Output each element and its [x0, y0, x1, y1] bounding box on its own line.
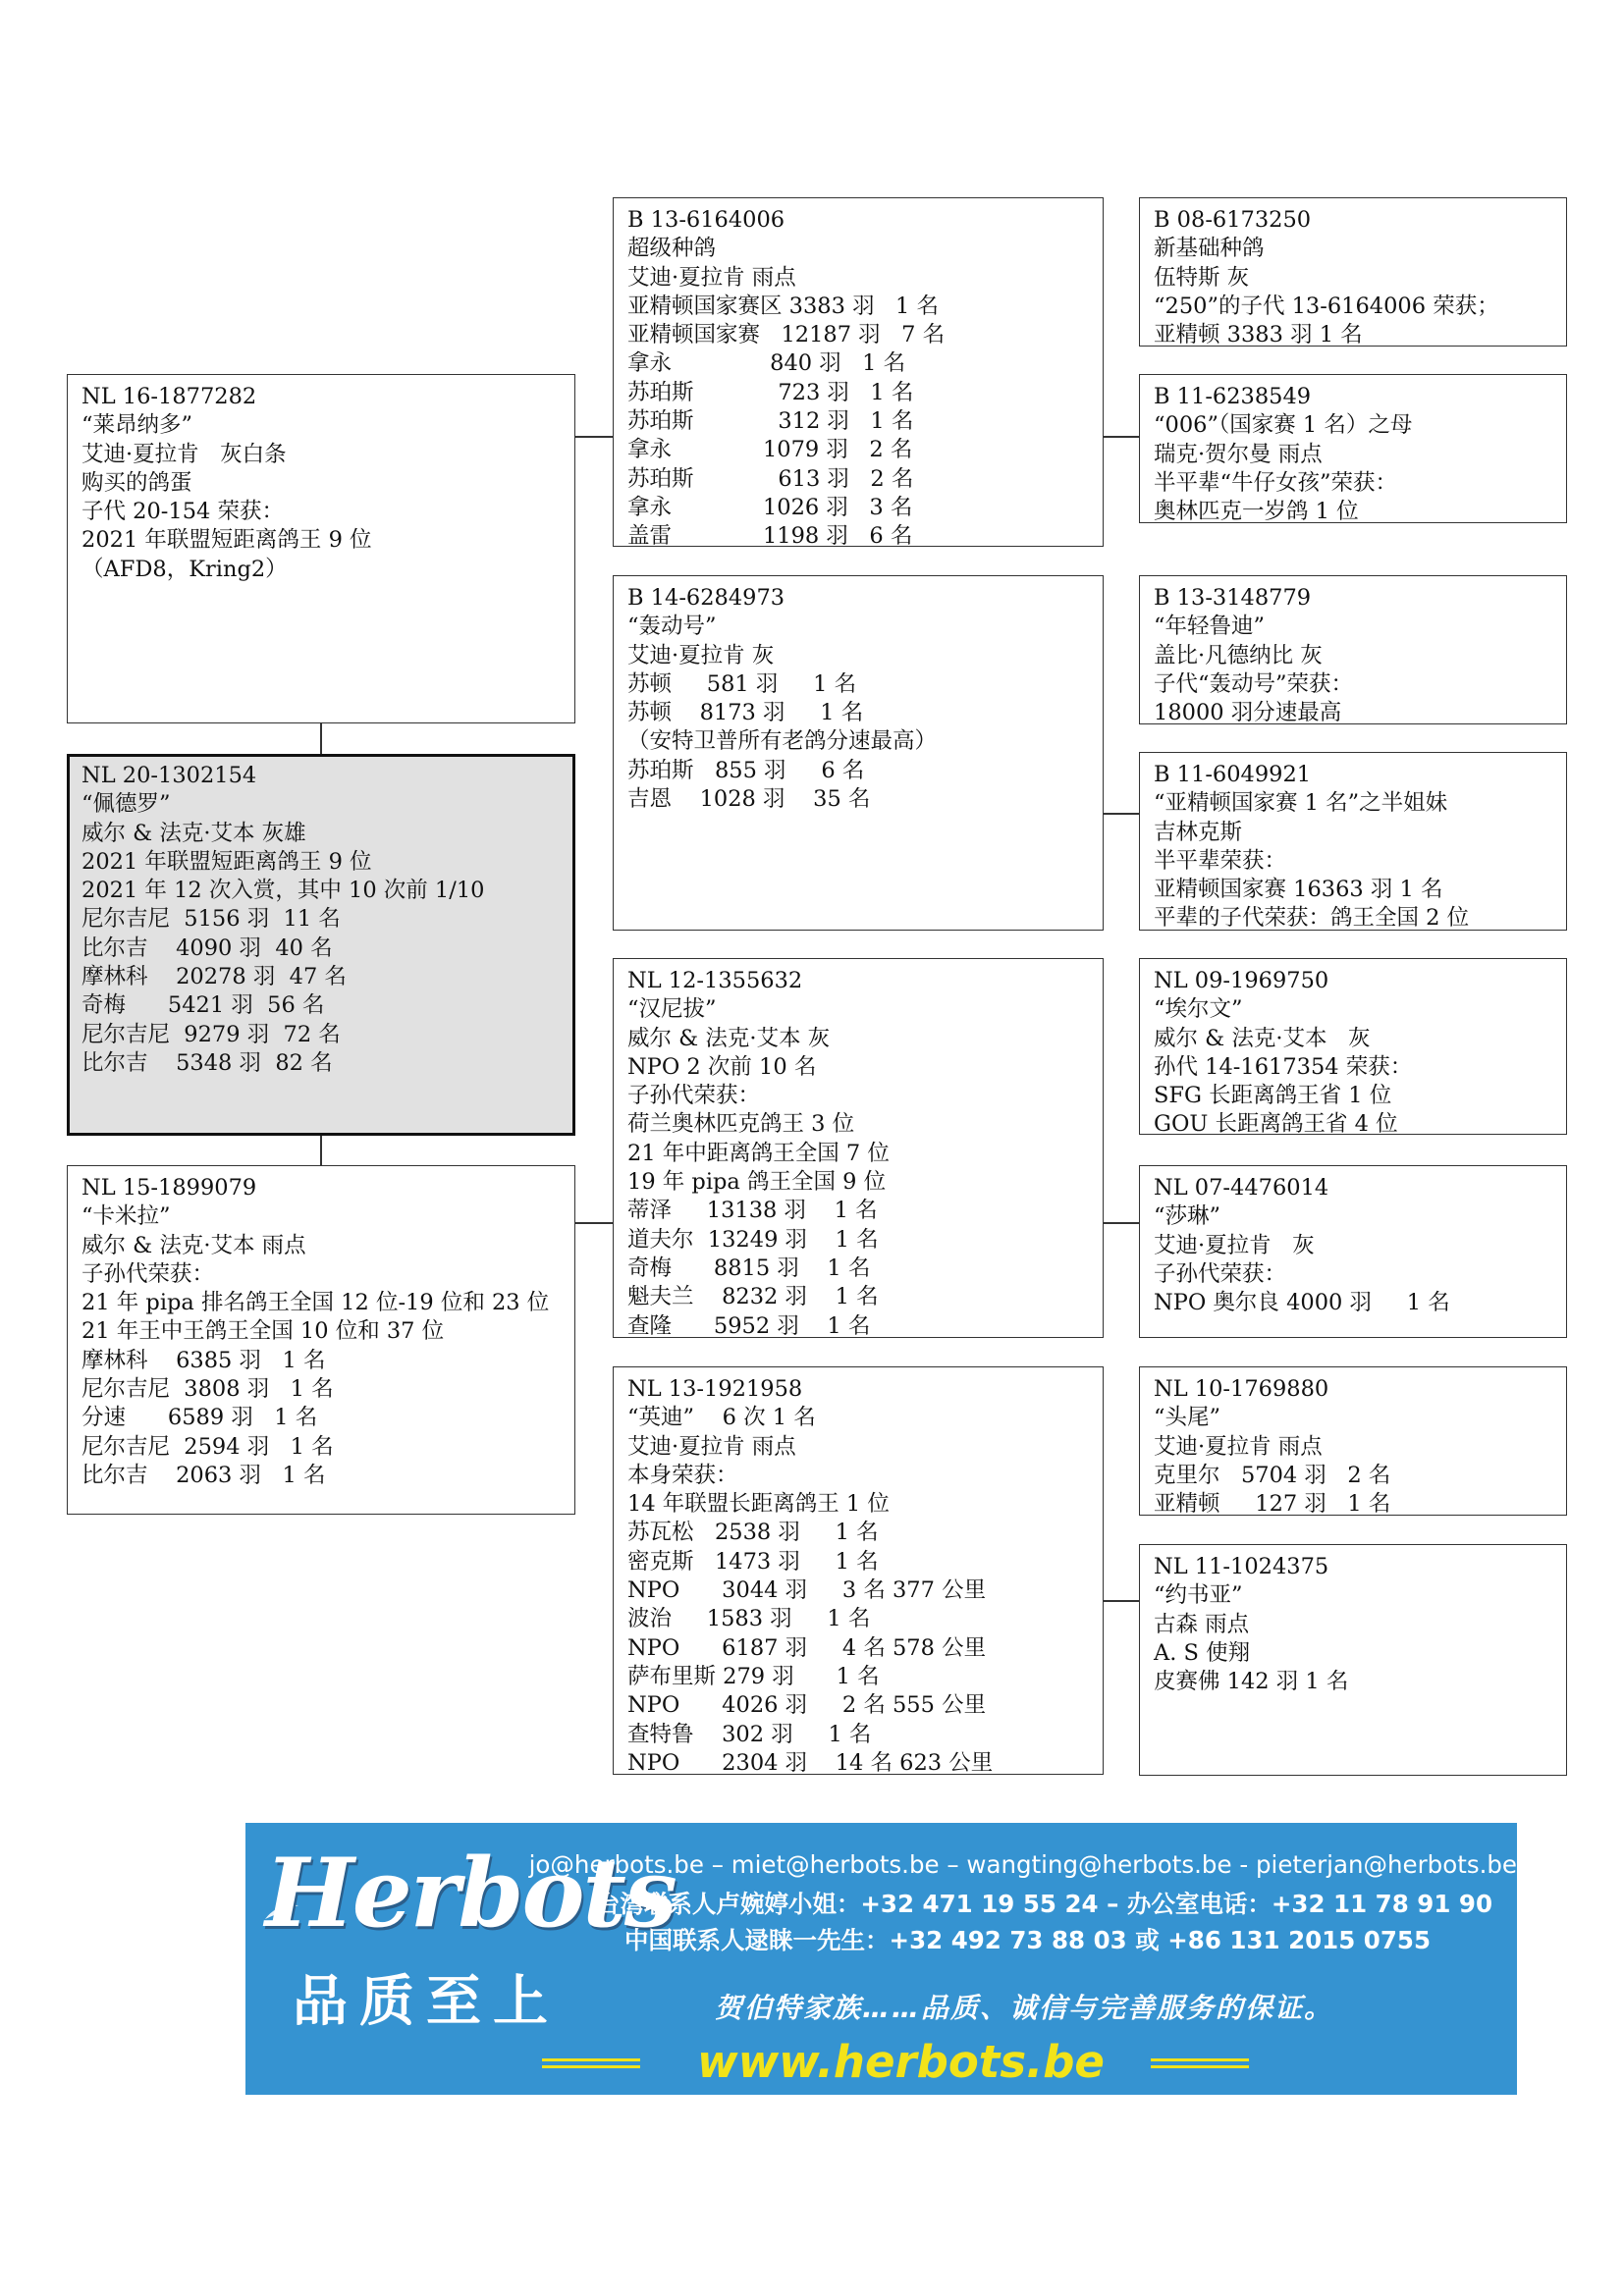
card-line: 威尔 & 法克·艾本 灰: [627, 1025, 831, 1051]
card-line: 吉林克斯: [1154, 819, 1243, 845]
card-line: 18000 羽分速最高: [1154, 700, 1342, 724]
contact-emails[interactable]: jo@herbots.be – miet@herbots.be – wangting@herbots.be - pieterjan@herbots.be: [528, 1850, 1517, 1879]
contact-taiwan: 台湾联系人卢婉婷小姐：+32 471 19 55 24 – 办公室电话：+32 11 78 91 90: [595, 1890, 1492, 1918]
decorative-rule: [542, 2058, 640, 2068]
ggp-sds-card: [1139, 575, 1567, 724]
card-line: 艾迪·夏拉肯 灰白条: [81, 441, 287, 467]
card-line: 艾迪·夏拉肯 雨点: [627, 1433, 796, 1460]
card-line: NPO 3044 羽 3 名 377 公里: [627, 1577, 987, 1604]
connector: [574, 1222, 614, 1224]
ring-number: NL 15-1899079: [81, 1175, 257, 1201]
card-line: 半平辈“牛仔女孩”荣获：: [1154, 469, 1398, 496]
card-line: 密克斯 1473 羽 1 名: [627, 1548, 879, 1575]
card-line: 艾迪·夏拉肯 雨点: [1154, 1433, 1323, 1460]
grandsire-maternal-card: [613, 958, 1104, 1338]
card-line: 亚精顿国家赛区 3383 羽 1 名: [627, 293, 939, 319]
connector: [1102, 436, 1139, 438]
ggp-dds-card: [1139, 1366, 1567, 1516]
ring-number: NL 07-4476014: [1154, 1175, 1329, 1201]
card-line: 分速 6589 羽 1 名: [81, 1405, 318, 1431]
card-line: 拿永 840 羽 1 名: [627, 350, 906, 377]
slogan: 贺伯特家族……品质、诚信与完善服务的保证。: [715, 1992, 1334, 2024]
card-line: 尼尔吉尼 9279 羽 72 名: [81, 1021, 341, 1047]
ring-number: B 08-6173250: [1154, 207, 1312, 233]
card-line: 本身荣获：: [627, 1462, 738, 1488]
card-line: 比尔吉 2063 羽 1 名: [81, 1462, 326, 1488]
card-line: 艾迪·夏拉肯 雨点: [627, 264, 796, 291]
ring-number: NL 13-1921958: [627, 1376, 803, 1402]
card-line: 超级种鸽: [627, 236, 717, 262]
card-line: GOU 长距离鸽王省 4 位: [1154, 1111, 1398, 1135]
granddam-paternal-card: [613, 575, 1104, 931]
ggp-ddd-card: [1139, 1544, 1567, 1776]
card-line: 苏瓦松 2538 羽 1 名: [627, 1520, 879, 1546]
card-line: 21 年 pipa 排名鸽王全国 12 位-19 位和 23 位: [81, 1290, 550, 1316]
card-line: 吉恩 1028 羽 35 名: [627, 786, 871, 813]
card-line: 苏珀斯 723 羽 1 名: [627, 379, 914, 405]
card-line: 苏珀斯 613 羽 2 名: [627, 465, 914, 492]
card-line: NPO 2 次前 10 名: [627, 1053, 817, 1080]
card-line: 古森 雨点: [1154, 1611, 1250, 1637]
card-line: “约书亚”: [1154, 1582, 1243, 1609]
herbots-logo: Herbots: [265, 1838, 676, 1949]
card-line: 子代 20-154 荣获：: [81, 499, 284, 525]
card-line: “莎琳”: [1154, 1203, 1221, 1230]
card-line: 波治 1583 羽 1 名: [627, 1606, 871, 1632]
card-line: 威尔 & 法克·艾本 雨点: [81, 1232, 306, 1258]
ggp-sss-card: [1139, 197, 1567, 347]
card-line: 摩林科 6385 羽 1 名: [81, 1347, 326, 1373]
card-line: “年轻鲁迪”: [1154, 614, 1266, 640]
card-line: 魁夫兰 8232 羽 1 名: [627, 1284, 879, 1310]
card-line: 伍特斯 灰: [1154, 264, 1250, 291]
card-line: “英迪” 6 次 1 名: [627, 1405, 816, 1431]
card-line: 查隆 5952 羽 1 名: [627, 1312, 871, 1338]
card-line: 新基础种鸽: [1154, 236, 1265, 262]
card-line: 盖比·凡德纳比 灰: [1154, 642, 1323, 668]
card-line: “006”（国家赛 1 名）之母: [1154, 412, 1413, 439]
card-line: 21 年王中王鸽王全国 10 位和 37 位: [81, 1318, 445, 1345]
connector: [320, 722, 322, 756]
card-line: 14 年联盟长距离鸽王 1 位: [627, 1491, 890, 1518]
card-line: NPO 6187 羽 4 名 578 公里: [627, 1634, 987, 1661]
card-line: 19 年 pipa 鸽王全国 9 位: [627, 1169, 887, 1196]
card-line: （AFD8，Kring2）: [81, 556, 288, 582]
card-line: 皮赛佛 142 羽 1 名: [1154, 1669, 1349, 1695]
ring-number: NL 10-1769880: [1154, 1376, 1329, 1402]
card-line: 艾迪·夏拉肯 灰: [1154, 1232, 1315, 1258]
footer-banner: [245, 1823, 1517, 2095]
card-line: 尼尔吉尼 5156 羽 11 名: [81, 906, 341, 933]
card-line: 威尔 & 法克·艾本 灰雄: [81, 820, 306, 846]
card-line: 苏顿 8173 羽 1 名: [627, 700, 864, 726]
connector: [574, 436, 614, 438]
ring-number: B 11-6238549: [1154, 384, 1312, 409]
card-line: “亚精顿国家赛 1 名”之半姐妹: [1154, 790, 1448, 817]
subject-card: [67, 754, 575, 1136]
card-line: 比尔吉 5348 羽 82 名: [81, 1049, 333, 1076]
card-line: 2021 年 12 次入赏，其中 10 次前 1/10: [81, 878, 485, 904]
ring-number: NL 11-1024375: [1154, 1554, 1329, 1579]
decorative-rule: [1151, 2058, 1249, 2068]
card-line: 盖雷 1198 羽 6 名: [627, 523, 913, 547]
grandsire-paternal-card: [613, 197, 1104, 547]
card-line: 平辈的子代荣获：鸽王全国 2 位: [1154, 905, 1470, 931]
card-line: 奇梅 8815 羽 1 名: [627, 1255, 871, 1281]
ring-number: B 13-6164006: [627, 207, 785, 233]
card-line: “莱昂纳多”: [81, 412, 193, 439]
website-link[interactable]: www.herbots.be: [697, 2036, 1105, 2088]
card-line: 亚精顿 3383 羽 1 名: [1154, 322, 1363, 347]
card-line: 威尔 & 法克·艾本 灰: [1154, 1025, 1371, 1051]
ring-number: NL 20-1302154: [81, 763, 257, 788]
contact-china: 中国联系人逯睐一先生：+32 492 73 88 03 或 +86 131 2015 0755: [624, 1926, 1431, 1954]
card-line: 尼尔吉尼 2594 羽 1 名: [81, 1433, 334, 1460]
card-line: 2021 年联盟短距离鸽王 9 位: [81, 527, 372, 554]
card-line: “汉尼拔”: [627, 996, 717, 1023]
card-line: 孙代 14-1617354 荣获：: [1154, 1053, 1413, 1080]
card-line: 克里尔 5704 羽 2 名: [1154, 1462, 1391, 1488]
tagline: 品质至上: [293, 1970, 560, 2034]
card-line: 奥林匹克一岁鸽 1 位: [1154, 499, 1359, 523]
card-line: 半平辈荣获：: [1154, 847, 1287, 874]
card-line: 蒂泽 13138 羽 1 名: [627, 1198, 878, 1224]
card-line: “佩德罗”: [81, 791, 171, 818]
ring-number: NL 16-1877282: [81, 384, 257, 409]
card-line: 苏珀斯 312 羽 1 名: [627, 408, 914, 435]
card-line: NPO 4026 羽 2 名 555 公里: [627, 1692, 987, 1719]
card-line: 亚精顿国家赛 16363 羽 1 名: [1154, 877, 1443, 903]
card-line: “250”的子代 13-6164006 荣获；: [1154, 293, 1499, 319]
sire-card: [67, 374, 575, 723]
ring-number: NL 09-1969750: [1154, 968, 1329, 993]
card-line: 奇梅 5421 羽 56 名: [81, 992, 325, 1019]
card-line: “轰动号”: [627, 614, 717, 640]
card-line: 21 年中距离鸽王全国 7 位: [627, 1140, 890, 1166]
connector: [320, 1134, 322, 1166]
connector: [1102, 1600, 1139, 1602]
card-line: 尼尔吉尼 3808 羽 1 名: [81, 1376, 334, 1403]
card-line: 子孙代荣获：: [627, 1083, 761, 1109]
card-line: 子孙代荣获：: [81, 1260, 215, 1287]
connector: [1102, 1222, 1139, 1224]
card-line: “头尾”: [1154, 1405, 1221, 1431]
dam-card: [67, 1165, 575, 1515]
card-line: 拿永 1026 羽 3 名: [627, 494, 913, 520]
ggp-ssd-card: [1139, 374, 1567, 523]
card-line: “卡米拉”: [81, 1203, 171, 1230]
connector: [1102, 813, 1139, 815]
ggp-sdd-card: [1139, 752, 1567, 931]
card-line: 萨布里斯 279 羽 1 名: [627, 1663, 880, 1689]
ggp-dss-card: [1139, 958, 1567, 1135]
card-line: 子代“轰动号”荣获：: [1154, 670, 1354, 697]
ring-number: B 14-6284973: [627, 585, 785, 611]
card-line: 子孙代荣获：: [1154, 1260, 1287, 1287]
card-line: 2021 年联盟短距离鸽王 9 位: [81, 848, 372, 875]
card-line: “埃尔文”: [1154, 996, 1243, 1023]
card-line: 摩林科 20278 羽 47 名: [81, 964, 347, 990]
ring-number: B 13-3148779: [1154, 585, 1312, 611]
card-line: 查特鲁 302 羽 1 名: [627, 1721, 872, 1747]
card-line: 苏珀斯 855 羽 6 名: [627, 757, 865, 783]
card-line: 亚精顿国家赛 12187 羽 7 名: [627, 322, 946, 348]
card-line: NPO 奥尔良 4000 羽 1 名: [1154, 1290, 1450, 1316]
ggp-dsd-card: [1139, 1165, 1567, 1338]
card-line: 购买的鸽蛋: [81, 469, 192, 496]
card-line: 艾迪·夏拉肯 灰: [627, 642, 775, 668]
ring-number: NL 12-1355632: [627, 968, 803, 993]
card-line: SFG 长距离鸽王省 1 位: [1154, 1083, 1392, 1109]
card-line: NPO 2304 羽 14 名 623 公里: [627, 1749, 994, 1775]
card-line: 苏顿 581 羽 1 名: [627, 670, 857, 697]
card-line: 瑞克·贺尔曼 雨点: [1154, 441, 1323, 467]
card-line: 比尔吉 4090 羽 40 名: [81, 934, 333, 961]
ring-number: B 11-6049921: [1154, 762, 1312, 787]
card-line: 荷兰奥林匹克鸽王 3 位: [627, 1111, 855, 1138]
card-line: A. S 使翔: [1154, 1639, 1251, 1666]
granddam-maternal-card: [613, 1366, 1104, 1775]
card-line: 拿永 1079 羽 2 名: [627, 437, 913, 463]
card-line: （安特卫普所有老鸽分速最高）: [627, 728, 938, 755]
card-line: 道夫尔 13249 羽 1 名: [627, 1226, 879, 1253]
card-line: 亚精顿 127 羽 1 名: [1154, 1491, 1391, 1516]
